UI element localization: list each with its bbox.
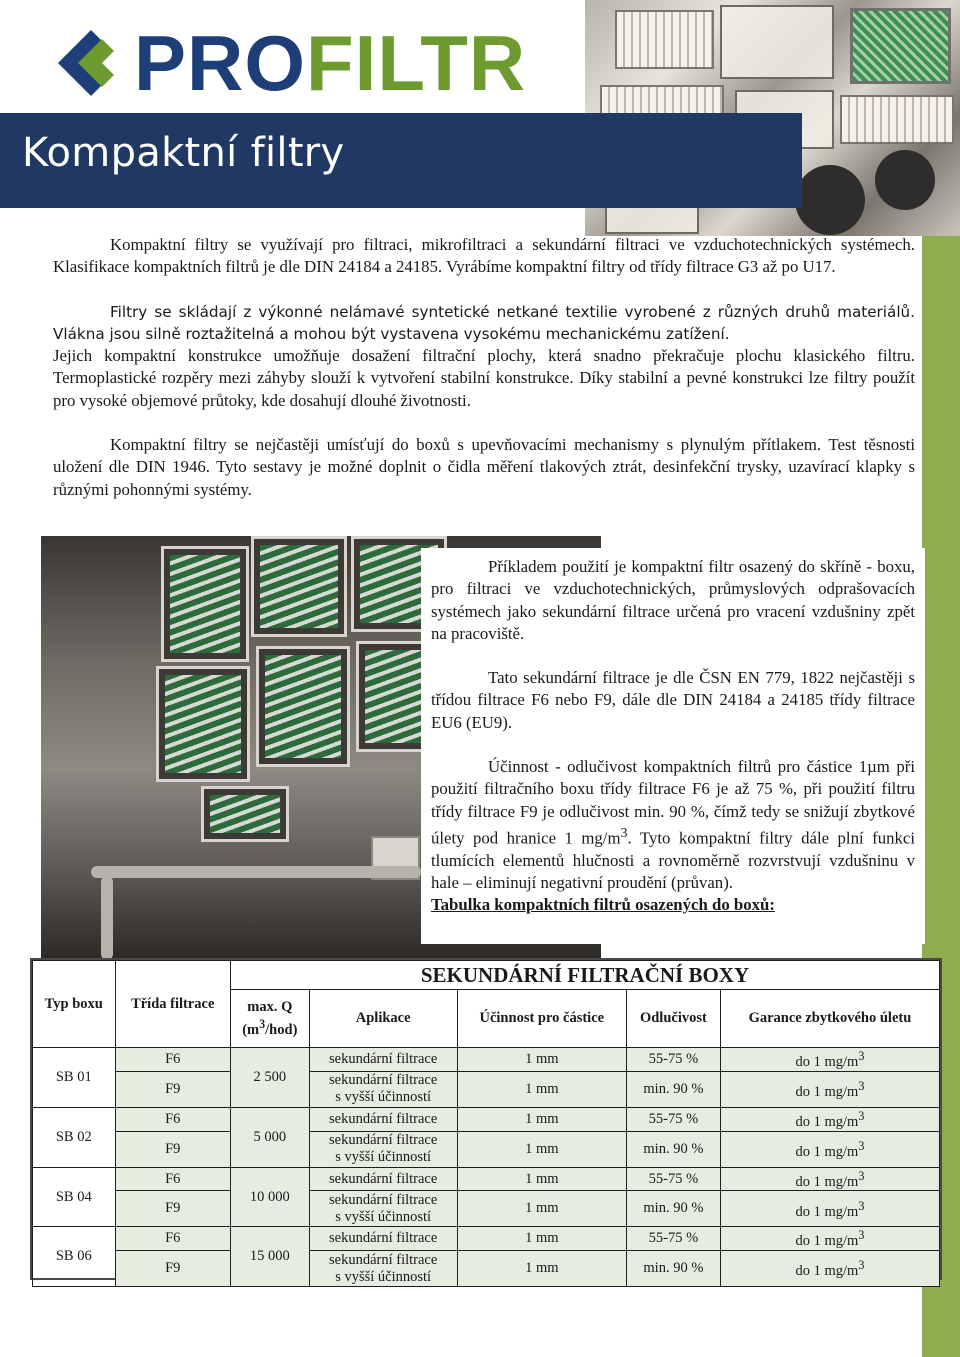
application-text	[421, 548, 925, 944]
superscript: 3	[858, 1078, 865, 1093]
cell-separation: min. 90 %	[626, 1071, 720, 1107]
header-max-flow-line2-end: /hod)	[265, 1021, 298, 1038]
application-line1: sekundární filtrace	[329, 1072, 438, 1089]
table-row	[33, 1071, 940, 1107]
boxes-table	[30, 958, 942, 1285]
cell-guarantee	[720, 1227, 939, 1251]
header-application: Aplikace	[309, 990, 457, 1048]
intro-paragraph: Jejich kompaktní konstrukce umožňuje dosažení filtrační plochy, která snadno překračuje plochu klasického filtru. Termoplastické rozpěry mezi záhyby slouží k vytvoření stabilní konstrukce. Díky stabilní a pevné konstrukci lze filtry použít pro vysoké objemové průtoky, kde dosahují dlouhé životnosti.	[53, 346, 915, 410]
cell-filter-class: F9	[115, 1071, 230, 1107]
cell-max-flow: 2 500	[230, 1048, 309, 1108]
cell-particle-size: 1 mm	[457, 1191, 626, 1227]
cell-guarantee	[720, 1131, 939, 1167]
cell-separation: 55-75 %	[626, 1167, 720, 1191]
cell-filter-class: F6	[115, 1048, 230, 1072]
guarantee-value: do 1 mg/m	[795, 1083, 859, 1100]
cell-application	[309, 1071, 457, 1107]
cell-separation: 55-75 %	[626, 1227, 720, 1251]
cell-application: sekundární filtrace	[309, 1227, 457, 1251]
guarantee-value: do 1 mg/m	[795, 1263, 859, 1280]
cell-filter-class: F6	[115, 1227, 230, 1251]
efficiency-text-part: Účinnost - odlučivost kompaktních filtrů pro částice 1µm při použití filtračního boxu třídy filtrace F6 je až 75 %, při použití filtru třídy filtrace F9 je odlučivost min. 90 %, čímž tedy se snižují zbytkové úlety pod hranice 1 mg/m	[431, 757, 915, 848]
table-row	[33, 1131, 940, 1167]
guarantee-value: do 1 mg/m	[795, 1203, 859, 1220]
logo-word-pro: PRO	[134, 19, 307, 107]
cell-separation: min. 90 %	[626, 1131, 720, 1167]
cell-particle-size: 1 mm	[457, 1071, 626, 1107]
cell-guarantee	[720, 1191, 939, 1227]
cell-particle-size: 1 mm	[457, 1167, 626, 1191]
cell-separation: min. 90 %	[626, 1251, 720, 1287]
header-efficiency: Účinnost pro částice	[457, 990, 626, 1048]
guarantee-value: do 1 mg/m	[795, 1053, 859, 1070]
guarantee-value: do 1 mg/m	[795, 1113, 859, 1130]
cell-particle-size: 1 mm	[457, 1251, 626, 1287]
application-paragraph: Příkladem použití je kompaktní filtr osazený do skříně - boxu, pro filtraci ve vzduchotechnických, průmyslových odprašovacích systémech jako sekundární filtrace určená pro vracení vzdušniny zpět na pracoviště.	[431, 557, 915, 643]
cell-max-flow: 15 000	[230, 1227, 309, 1287]
cell-filter-class: F9	[115, 1251, 230, 1287]
intro-paragraph: Kompaktní filtry se nejčastěji umísťují do boxů s upevňovacími mechanismy s plynulým přítlakem. Test těsnosti uložení dle DIN 1946. Tyto sestavy je možné doplnit o čidla měření tlakových ztrát, desinfekční trysky, uzavírací klapky s různými pohonnými systémy.	[53, 435, 915, 499]
header-max-flow-line2: (m	[242, 1021, 260, 1038]
logo-wordmark	[134, 19, 527, 107]
cell-box-type: SB 06	[33, 1227, 116, 1287]
cell-separation: min. 90 %	[626, 1191, 720, 1227]
cell-guarantee	[720, 1107, 939, 1131]
cell-separation: 55-75 %	[626, 1107, 720, 1131]
table-row	[33, 1107, 940, 1131]
table-row	[33, 1167, 940, 1191]
cell-filter-class: F6	[115, 1107, 230, 1131]
cell-particle-size: 1 mm	[457, 1131, 626, 1167]
application-line2: s vyšší účinností	[335, 1089, 432, 1106]
cell-filter-class: F6	[115, 1167, 230, 1191]
cell-filter-class: F9	[115, 1131, 230, 1167]
cell-particle-size: 1 mm	[457, 1227, 626, 1251]
cell-guarantee	[720, 1167, 939, 1191]
cell-max-flow: 10 000	[230, 1167, 309, 1227]
page-title: Kompaktní filtry	[22, 130, 345, 176]
efficiency-paragraph	[431, 756, 915, 894]
table-row	[33, 1048, 940, 1072]
header-filter-class: Třída filtrace	[115, 961, 230, 1048]
application-line2: s vyšší účinností	[335, 1149, 432, 1166]
application-paragraph: Tato sekundární filtrace je dle ČSN EN 779, 1822 nejčastěji s třídou filtrace F6 nebo F9, dále dle DIN 24184 a 24185 třídy filtrace EU6 (EU9).	[431, 668, 915, 732]
cell-application: sekundární filtrace	[309, 1167, 457, 1191]
cell-particle-size: 1 mm	[457, 1107, 626, 1131]
header-guarantee: Garance zbytkového úletu	[720, 990, 939, 1048]
application-line2: s vyšší účinností	[335, 1208, 432, 1225]
guarantee-value: do 1 mg/m	[795, 1173, 859, 1190]
header-separation: Odlučivost	[626, 990, 720, 1048]
superscript: 3	[858, 1168, 865, 1183]
logo-word-filtr: FILTR	[306, 19, 527, 107]
efficiency-text-part: . Tyto kompaktní filtry dále plní funkci tlumících elementů hlučnosti a rovnoměrně rozvrstvují vzdušninu v hale – eliminují negativní proudění (průvan).	[431, 828, 915, 893]
header-max-flow-line1: max. Q	[247, 998, 293, 1015]
superscript: 3	[259, 1016, 266, 1031]
cell-particle-size: 1 mm	[457, 1048, 626, 1072]
cell-guarantee	[720, 1048, 939, 1072]
application-line2: s vyšší účinností	[335, 1268, 432, 1285]
cell-box-type: SB 02	[33, 1107, 116, 1167]
profiltr-logo-icon	[52, 24, 130, 102]
application-line1: sekundární filtrace	[329, 1251, 438, 1268]
intro-paragraph: Filtry se skládají z výkonné nelámavé syntetické netkané textilie vyrobené z různých druhů materiálů. Vlákna jsou silně roztažitelná a mohou být vystavena vysokému mechanickému zatížení.	[53, 302, 915, 343]
guarantee-value: do 1 mg/m	[795, 1143, 859, 1160]
table-row	[33, 1191, 940, 1227]
superscript: 3	[858, 1108, 865, 1123]
intro-text	[53, 234, 915, 523]
cell-box-type: SB 01	[33, 1048, 116, 1108]
cell-application: sekundární filtrace	[309, 1107, 457, 1131]
superscript: 3	[620, 825, 628, 841]
profiltr-logo	[52, 19, 552, 107]
header-box-type: Typ boxu	[33, 961, 116, 1048]
cell-guarantee	[720, 1071, 939, 1107]
table-row	[33, 1227, 940, 1251]
table-title: SEKUNDÁRNÍ FILTRAČNÍ BOXY	[230, 961, 939, 990]
cell-separation: 55-75 %	[626, 1048, 720, 1072]
guarantee-value: do 1 mg/m	[795, 1233, 859, 1250]
intro-paragraph: Kompaktní filtry se využívají pro filtraci, mikrofiltraci a sekundární filtraci ve vzduchotechnických systémech. Klasifikace kompaktních filtrů je dle DIN 24184 a 24185. Vyrábíme kompaktní filtry od třídy filtrace G3 až po U17.	[53, 235, 915, 277]
cell-guarantee	[720, 1251, 939, 1287]
header-max-flow	[230, 990, 309, 1048]
superscript: 3	[858, 1049, 865, 1063]
cell-box-type: SB 04	[33, 1167, 116, 1227]
superscript: 3	[858, 1198, 865, 1213]
cell-application: sekundární filtrace	[309, 1048, 457, 1072]
application-line1: sekundární filtrace	[329, 1132, 438, 1149]
application-line1: sekundární filtrace	[329, 1191, 438, 1208]
cell-application	[309, 1251, 457, 1287]
table-row	[33, 1251, 940, 1287]
cell-application	[309, 1191, 457, 1227]
cell-max-flow: 5 000	[230, 1107, 309, 1167]
superscript: 3	[858, 1138, 865, 1153]
superscript: 3	[858, 1258, 865, 1273]
title-band	[0, 113, 802, 208]
table-caption: Tabulka kompaktních filtrů osazených do boxů:	[431, 895, 775, 915]
superscript: 3	[858, 1228, 865, 1243]
cell-application	[309, 1131, 457, 1167]
cell-filter-class: F9	[115, 1191, 230, 1227]
